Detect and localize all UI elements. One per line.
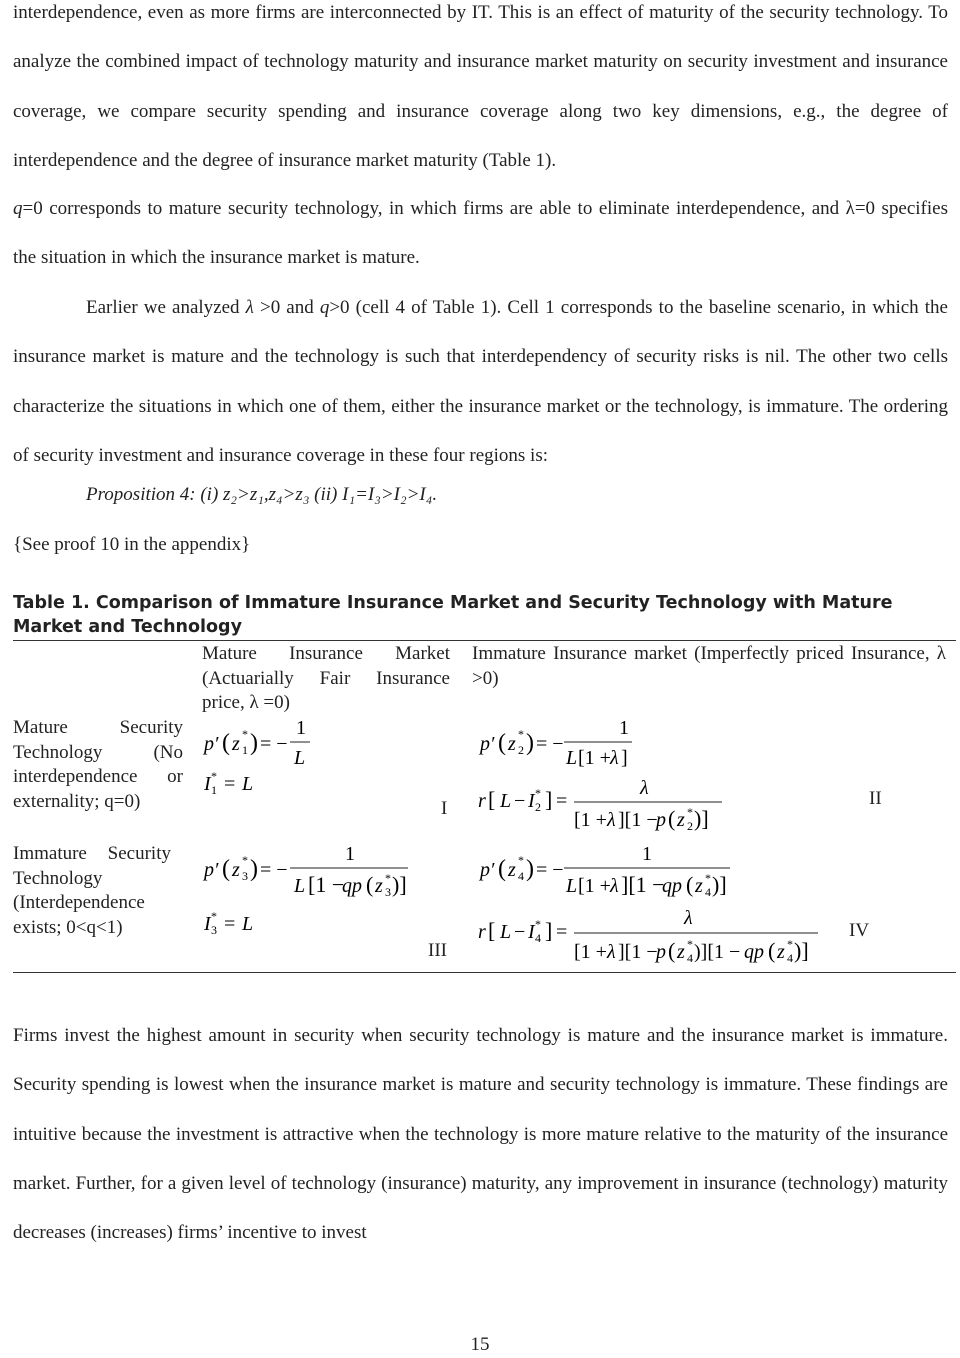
svg-text:(: ( (668, 938, 676, 963)
svg-text:): ) (250, 856, 258, 882)
svg-text:p: p (656, 941, 666, 963)
row-header-mature-technology: Mature Security Technology (No interdependence or externality; q=0) (13, 717, 183, 812)
svg-text:1: 1 (296, 717, 306, 739)
svg-text:)]: )] (694, 806, 709, 831)
q-symbol: q (13, 198, 23, 219)
svg-text:[1 +: [1 + (578, 747, 611, 769)
paragraph-3-text-a: Earlier we analyzed (86, 297, 246, 318)
svg-text:=: = (556, 921, 568, 943)
svg-text:3: 3 (385, 885, 391, 899)
svg-text:L: L (566, 875, 578, 897)
body-paragraph-1: interdependence, even as more firms are interconnected by IT. This is an effect of maturity of the security technology. To analyze the combined impact of technology maturity and insurance market maturity on security investment and insurance coverage, we compare security spending and insurance coverage along two key dimensions, e.g., the degree of interdependence and the degree of insurance market maturity (Table 1). (13, 2, 948, 171)
svg-text:(: ( (768, 938, 776, 963)
svg-text:): ) (250, 730, 258, 756)
svg-text:z: z (375, 875, 383, 897)
svg-text:[: [ (488, 787, 496, 812)
svg-text:z: z (232, 733, 240, 755)
cell-1-equations (202, 712, 312, 812)
svg-text:= −: = − (536, 733, 564, 755)
svg-text:λ: λ (640, 777, 649, 799)
svg-text:3: 3 (211, 923, 217, 937)
proposition-text: Proposition 4: (i) z₂>z₁,z₄>z₃ (ii) I₁=I₃>I₂>I₄. (86, 484, 438, 505)
svg-text:λ: λ (610, 747, 619, 769)
svg-text:=: = (224, 913, 236, 935)
body-paragraph-2 (13, 184, 948, 283)
svg-text:I: I (204, 913, 211, 935)
svg-text:3: 3 (242, 869, 248, 883)
svg-text:)][1 −: )][1 − (694, 941, 741, 963)
svg-text:r: r (478, 921, 486, 943)
svg-text:][1 −: ][1 − (621, 872, 665, 897)
svg-text:(: ( (366, 872, 374, 897)
cell-2-equations (472, 712, 732, 838)
page-number: 15 (470, 1334, 490, 1355)
svg-text:L: L (500, 790, 512, 812)
svg-text:]: ] (545, 787, 553, 812)
svg-text:): ) (526, 730, 534, 756)
svg-text:*: * (535, 917, 541, 931)
cell-3-equations (202, 838, 432, 942)
svg-text:λ: λ (684, 907, 693, 929)
svg-text:(: ( (222, 730, 230, 756)
cell-4-equations (472, 838, 832, 968)
svg-text:*: * (705, 871, 711, 885)
svg-text:λ: λ (607, 809, 616, 831)
table-top-rule (13, 640, 956, 641)
svg-text:λ: λ (607, 941, 616, 963)
svg-text:z: z (508, 859, 516, 881)
svg-text:]: ] (545, 918, 553, 943)
svg-text:*: * (687, 805, 693, 819)
svg-text:(: ( (498, 730, 506, 756)
svg-text:=: = (224, 773, 236, 795)
svg-text:*: * (535, 786, 541, 800)
svg-text:*: * (242, 853, 248, 867)
svg-text:p′: p′ (204, 733, 219, 755)
svg-text:−: − (514, 790, 526, 812)
cell-number-1: I (441, 798, 448, 819)
svg-text:L: L (294, 747, 306, 769)
see-proof-note: {See proof 10 in the appendix} (13, 534, 251, 555)
cell-number-2: II (869, 788, 882, 809)
svg-text:(: ( (222, 856, 230, 882)
table-bottom-rule (13, 972, 956, 973)
body-paragraph-4: Firms invest the highest amount in security when security technology is mature and the insurance market is immature. Security spending is lowest when the insurance market is mature and security technology is immature. These findings are intuitive because the investment is attractive when the technology is more mature relative to the maturity of the insurance market. Further, for a given level of technology (insurance) maturity, any improvement in insurance (technology) maturity decreases (increases) firms’ incentive to invest (13, 1025, 948, 1244)
svg-text:)]: )] (392, 872, 407, 897)
svg-text:[: [ (488, 918, 496, 943)
paragraph-2-text: =0 corresponds to mature security technology, in which firms are able to eliminate interdependence, and λ=0 specifies the situation in which the insurance market is mature. (13, 198, 948, 269)
svg-text:][1 −: ][1 − (618, 941, 658, 963)
svg-text:z: z (677, 941, 685, 963)
svg-text:p′: p′ (204, 859, 219, 881)
paragraph-3-text-c: >0 (cell 4 of Table 1). Cell 1 corresponds to the baseline scenario, in which the insurance market is mature and the technology is such that interdependency of security risks is nil. The other two cells characterize the situations in which one of them, either the insurance market or the technology, is immature. The ordering of security investment and insurance coverage in these four regions is: (13, 297, 948, 466)
row-header-immature-technology: Immature Security Technology (Interdependence exists; 0<q<1) (13, 843, 171, 938)
svg-text:]: ] (621, 747, 628, 769)
col-header-mature-market: Mature Insurance Market (Actuarially Fair Insurance price, λ =0) (202, 643, 450, 713)
svg-text:)]: )] (794, 938, 809, 963)
svg-text:][1 −: ][1 − (618, 809, 658, 831)
svg-text:I: I (204, 773, 211, 795)
svg-text:4: 4 (535, 931, 541, 945)
svg-text:2: 2 (687, 819, 693, 833)
lambda-symbol: λ (245, 297, 254, 318)
svg-text:qp: qp (744, 941, 764, 963)
q-symbol: q (319, 297, 330, 318)
svg-text:*: * (211, 909, 217, 923)
svg-text:p′: p′ (480, 859, 495, 881)
svg-text:L: L (242, 773, 254, 795)
svg-text:z: z (695, 875, 703, 897)
cell-number-4: IV (849, 920, 870, 941)
svg-text:p: p (656, 809, 666, 831)
svg-text:(: ( (686, 872, 694, 897)
svg-text:L: L (242, 913, 254, 935)
svg-text:z: z (677, 809, 685, 831)
svg-text:[1 +: [1 + (578, 875, 611, 897)
svg-text:[1 +: [1 + (574, 809, 607, 831)
svg-text:1: 1 (242, 743, 248, 757)
table-caption: Table 1. Comparison of Immature Insurance Market and Security Technology with Mature Market and Technology (13, 593, 893, 637)
svg-text:1: 1 (211, 783, 217, 797)
paragraph-3-text-b: >0 and (253, 297, 320, 318)
col-header-immature-market: Immature Insurance market (Imperfectly priced Insurance, λ >0) (472, 643, 946, 689)
svg-text:2: 2 (518, 743, 524, 757)
svg-text:1: 1 (345, 843, 355, 865)
svg-text:I: I (528, 921, 535, 943)
svg-text:): ) (526, 856, 534, 882)
svg-text:L: L (500, 921, 512, 943)
svg-text:*: * (518, 727, 524, 741)
svg-text:[1 −: [1 − (308, 872, 345, 897)
svg-text:qp: qp (662, 875, 682, 897)
svg-text:(: ( (668, 806, 676, 831)
svg-text:L: L (294, 875, 306, 897)
proposition-4 (86, 484, 437, 506)
svg-text:z: z (777, 941, 785, 963)
svg-text:−: − (514, 921, 526, 943)
svg-text:)]: )] (712, 872, 727, 897)
svg-text:*: * (242, 727, 248, 741)
svg-text:= −: = − (536, 859, 564, 881)
svg-text:= −: = − (260, 859, 288, 881)
svg-text:λ: λ (610, 875, 619, 897)
svg-text:r: r (478, 790, 486, 812)
svg-text:qp: qp (342, 875, 362, 897)
svg-text:1: 1 (642, 843, 652, 865)
svg-text:[1 +: [1 + (574, 941, 607, 963)
svg-text:(: ( (498, 856, 506, 882)
svg-text:*: * (518, 853, 524, 867)
svg-text:*: * (211, 769, 217, 783)
svg-text:L: L (566, 747, 578, 769)
svg-text:*: * (385, 871, 391, 885)
body-paragraph-3 (13, 283, 948, 480)
svg-text:*: * (787, 937, 793, 951)
svg-text:4: 4 (787, 951, 793, 965)
svg-text:1: 1 (619, 717, 629, 739)
svg-text:z: z (508, 733, 516, 755)
svg-text:*: * (687, 937, 693, 951)
svg-text:4: 4 (518, 869, 524, 883)
svg-text:I: I (528, 790, 535, 812)
svg-text:=: = (556, 790, 568, 812)
svg-text:4: 4 (687, 951, 693, 965)
svg-text:z: z (232, 859, 240, 881)
svg-text:4: 4 (705, 885, 711, 899)
svg-text:= −: = − (260, 733, 288, 755)
svg-text:p′: p′ (480, 733, 495, 755)
cell-number-3: III (428, 940, 447, 961)
svg-text:2: 2 (535, 800, 541, 814)
